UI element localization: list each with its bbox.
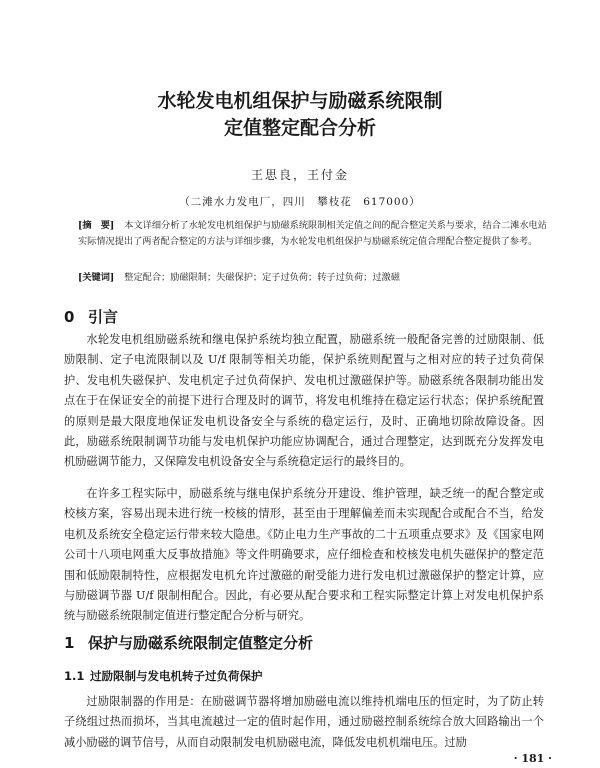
paper-title-line1: 水轮发电机组保护与励磁系统限制 [157,90,443,112]
abstract [78,218,553,250]
section-title: 引言 [88,308,119,326]
keywords-text: 整定配合；励磁限制；失磁保护；定子过负荷；转子过负荷；过激磁 [124,272,400,283]
page-number: · 181 · [513,752,552,765]
subsection-paragraph-1: 过励限制器的作用是：在励磁调节器将增加励磁电流以维持机端电压的恒定时，为了防止转子绕组过热而损坏，当其电流越过一定的值时起作用，通过励磁控制系统综合放大回路输出一个减小励磁的调节信号，从而自动限制发电机励磁电流，降低发电机机端电压。过励 [64,695,544,749]
subsection-number: 1.1 [64,669,85,683]
affiliation: （二滩水力发电厂，四川 攀枝花 617000） [179,196,421,208]
abstract-label: [摘 要] [78,220,115,231]
subsection-title: 过励限制与发电机转子过负荷保护 [90,669,263,683]
intro-paragraph-2: 在许多工程实际中，励磁系统与继电保护系统分开建设、维护管理，缺乏统一的配合整定或校核方案，容易出现未进行统一校核的情形，甚至由于理解偏差而未实现配合或配合不当，给发电机及系统安全稳定运行带来较大隐患。《防止电力生产事故的二十五项重点要求》及《国家电网公司十八项电网重大反事故措施》等文件明确要求，应仔细检查和校核发电机失磁保护的整定范围和低励限制特性，应根据发电机允许过激磁的耐受能力进行发电机过激磁保护的整定计算，应与励磁调节器 U/f 限制相配合。因此，有必要从配合要求和工程实际整定计算上对发电机保护系统与励磁系统限制定值进行整定配合分析与研究。 [64,487,544,623]
subsection-heading-1-1 [64,668,263,684]
section-heading-1 [64,632,313,653]
section-title: 保护与励磁系统限制定值整定分析 [88,634,314,652]
title-block [0,88,600,142]
section-number: 1 [64,634,75,652]
section-number: 0 [64,308,75,326]
keywords [78,270,553,286]
intro-paragraph-1: 水轮发电机组励磁系统和继电保护系统均独立配置，励磁系统一般配备完善的过励限制、低励限制、定子电流限制以及 U/f 限制等相关功能，保护系统则配置与之相对应的转子过负荷保护、发电机失磁保护、发电机定子过负荷保护、发电机过激磁保护等。励磁系统各限制功能出发点在于在保证安全的前提下进行合理及时的调节，将发电机维持在稳定运行状态；保护系统配置的原则是最大限度地保证发电机设备安全与系统的稳定运行，及时、正确地切除故障设备。因此，励磁系统限制调节功能与发电机保护功能应协调配合，通过合理整定，达到既充分发挥发电机励磁调节能力，又保障发电机设备安全与系统稳定运行的最终目的。 [64,333,544,469]
abstract-text: 本文详细分析了水轮发电机组保护与励磁系统限制相关定值之间的配合整定关系与要求，结合二滩水电站实际情况提出了两者配合整定的方法与详细步骤，为水轮发电机组保护与励磁系统定值合理配合整定提供了参考。 [78,220,547,247]
section-heading-intro [64,306,118,327]
paper-title-line2: 定值整定配合分析 [223,117,376,139]
authors: 王思良，王付金 [250,168,349,182]
keywords-label: [关键词] [78,272,115,283]
